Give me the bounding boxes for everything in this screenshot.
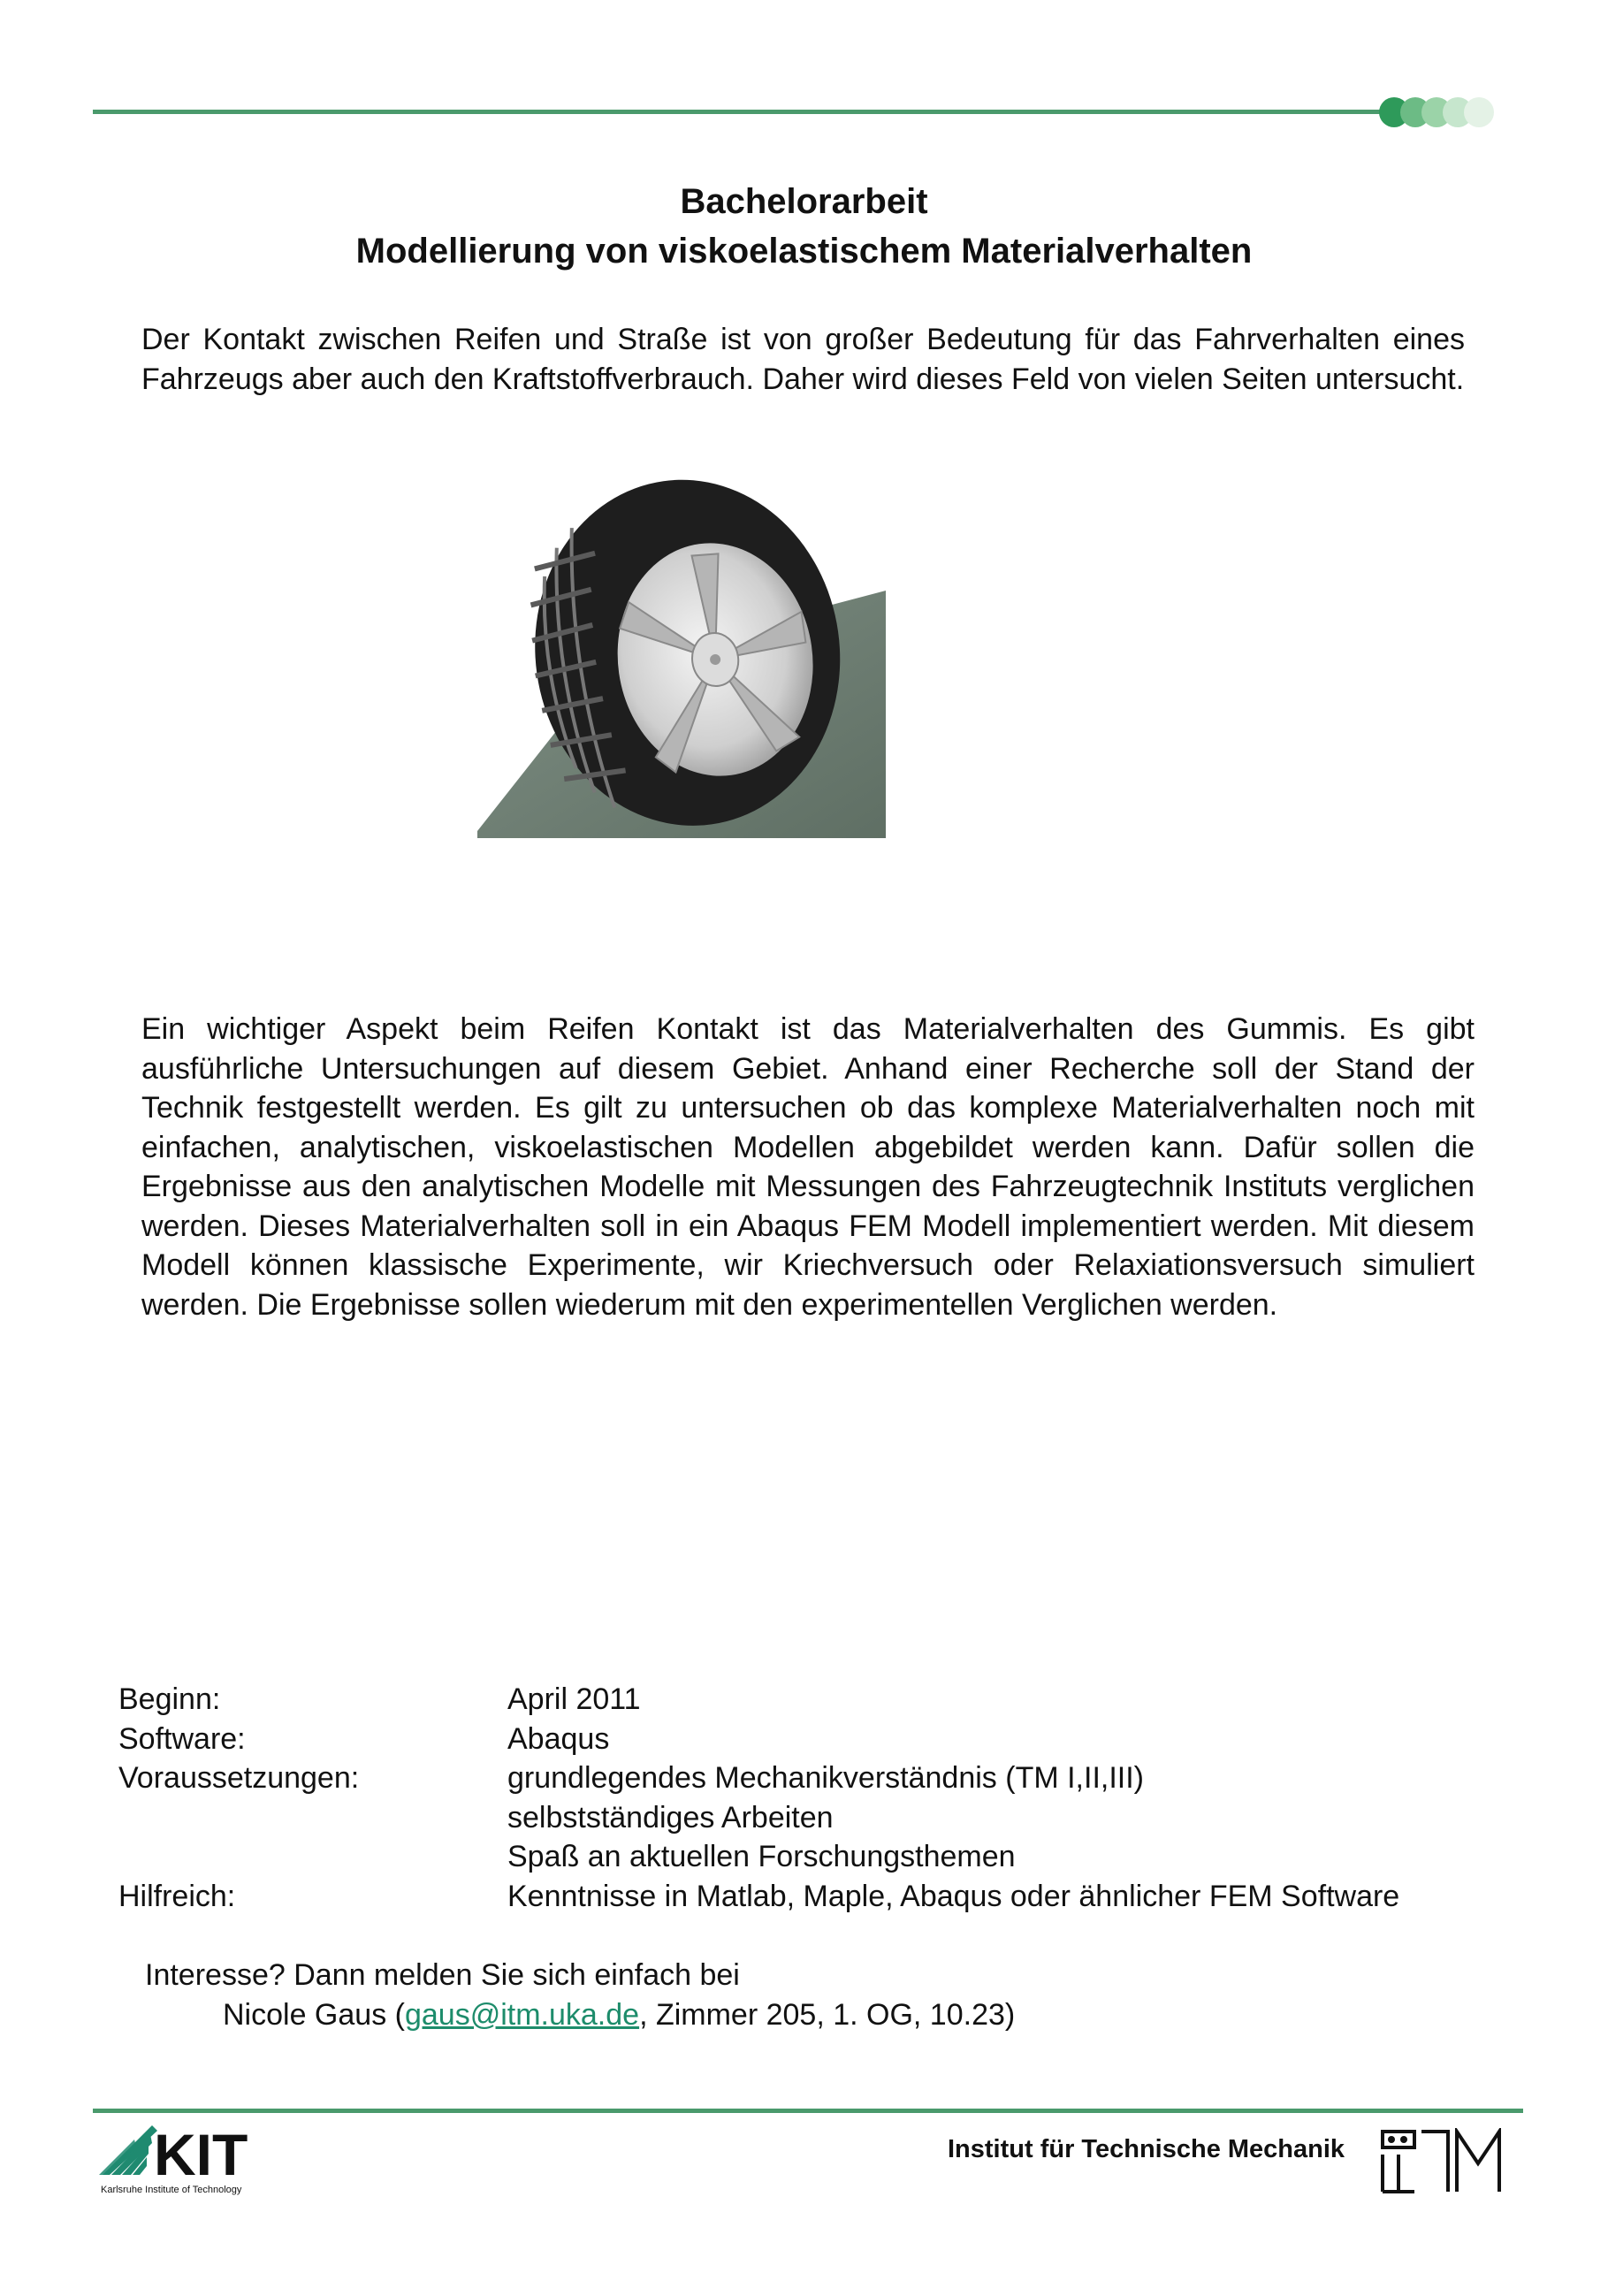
- software-label: Software:: [118, 1721, 246, 1756]
- contact-block: [145, 1956, 1015, 2035]
- software-value: Abaqus: [507, 1721, 610, 1756]
- body-paragraph: Ein wichtiger Aspekt beim Reifen Kontakt ist das Materialverhalten des Gummis. Es gibt ausführliche Untersuchungen auf diesem Gebiet. Anhand einer Recherche soll der Stand der Technik festgestellt werden. Es gilt zu untersuchen ob das komplexe Materialverhalten noch mit einfachen, analytischen, viskoelastischen Modellen abgebildet werden kann. Dafür sollen die Ergebnisse aus den analytischen Modelle mit Messungen des Fahrzeugtechnik Instituts verglichen werden. Dieses Materialverhalten soll in ein Abaqus FEM Modell implementiert werden. Mit diesem Modell können klassische Experimente, wir Kriechversuch oder Relaxiationsversuch simuliert werden. Die Ergebnisse sollen wiederum mit den experimentellen Verglichen werden.: [141, 1012, 1475, 1322]
- info-row-helpful: [118, 1877, 1533, 1917]
- page-subtitle: Modellierung von viskoelastischem Materialverhalten: [355, 232, 1253, 271]
- contact-details: , Zimmer 205, 1. OG, 10.23): [639, 1998, 1016, 2032]
- requirements-label: Voraussetzungen:: [118, 1761, 360, 1796]
- contact-line: [145, 1995, 1015, 2035]
- kit-subtitle: Karlsruhe Institute of Technology: [101, 2185, 242, 2195]
- title-block: [0, 177, 1608, 276]
- requirement-item: Spaß an aktuellen Forschungsthemen: [507, 1840, 1016, 1874]
- contact-intro: Interesse? Dann melden Sie sich einfach bei: [145, 1958, 740, 1992]
- info-row-begin: [118, 1680, 1533, 1720]
- kit-logo: [99, 2122, 267, 2198]
- begin-value: April 2011: [507, 1682, 641, 1716]
- header-rule: [93, 110, 1388, 114]
- intro-paragraph: Der Kontakt zwischen Reifen und Straße ist von großer Bedeutung für das Fahrverhalten eines Fahrzeugs aber auch den Kraftstoffverbrauch. Daher wird dieses Feld von vielen Seiten untersucht.: [141, 323, 1465, 396]
- kit-letters: KIT: [154, 2122, 248, 2187]
- contact-email-link[interactable]: gaus@itm.uka.de: [404, 1998, 640, 2032]
- info-table: [118, 1680, 1533, 1917]
- requirement-item: grundlegendes Mechanikverständnis (TM I,II,III): [507, 1761, 1144, 1796]
- info-row-software: [118, 1720, 1533, 1759]
- footer-rule: [93, 2109, 1523, 2113]
- page-title: Bachelorarbeit: [680, 182, 928, 221]
- contact-name: Nicole Gaus (: [223, 1998, 405, 2032]
- requirement-item: selbstständiges Arbeiten: [507, 1800, 834, 1835]
- begin-label: Beginn:: [118, 1682, 221, 1716]
- requirements-list: [507, 1758, 1533, 1877]
- header-dots: [1379, 0, 1512, 141]
- itm-logo: [1379, 2128, 1510, 2195]
- helpful-value: Kenntnisse in Matlab, Maple, Abaqus oder ähnlicher FEM Software: [507, 1879, 1400, 1913]
- info-row-requirements: [118, 1758, 1533, 1877]
- institute-name: Institut für Technische Mechanik: [948, 2135, 1345, 2163]
- helpful-label: Hilfreich:: [118, 1879, 236, 1913]
- tire-illustration: [477, 477, 886, 838]
- header-dot: [1464, 97, 1494, 127]
